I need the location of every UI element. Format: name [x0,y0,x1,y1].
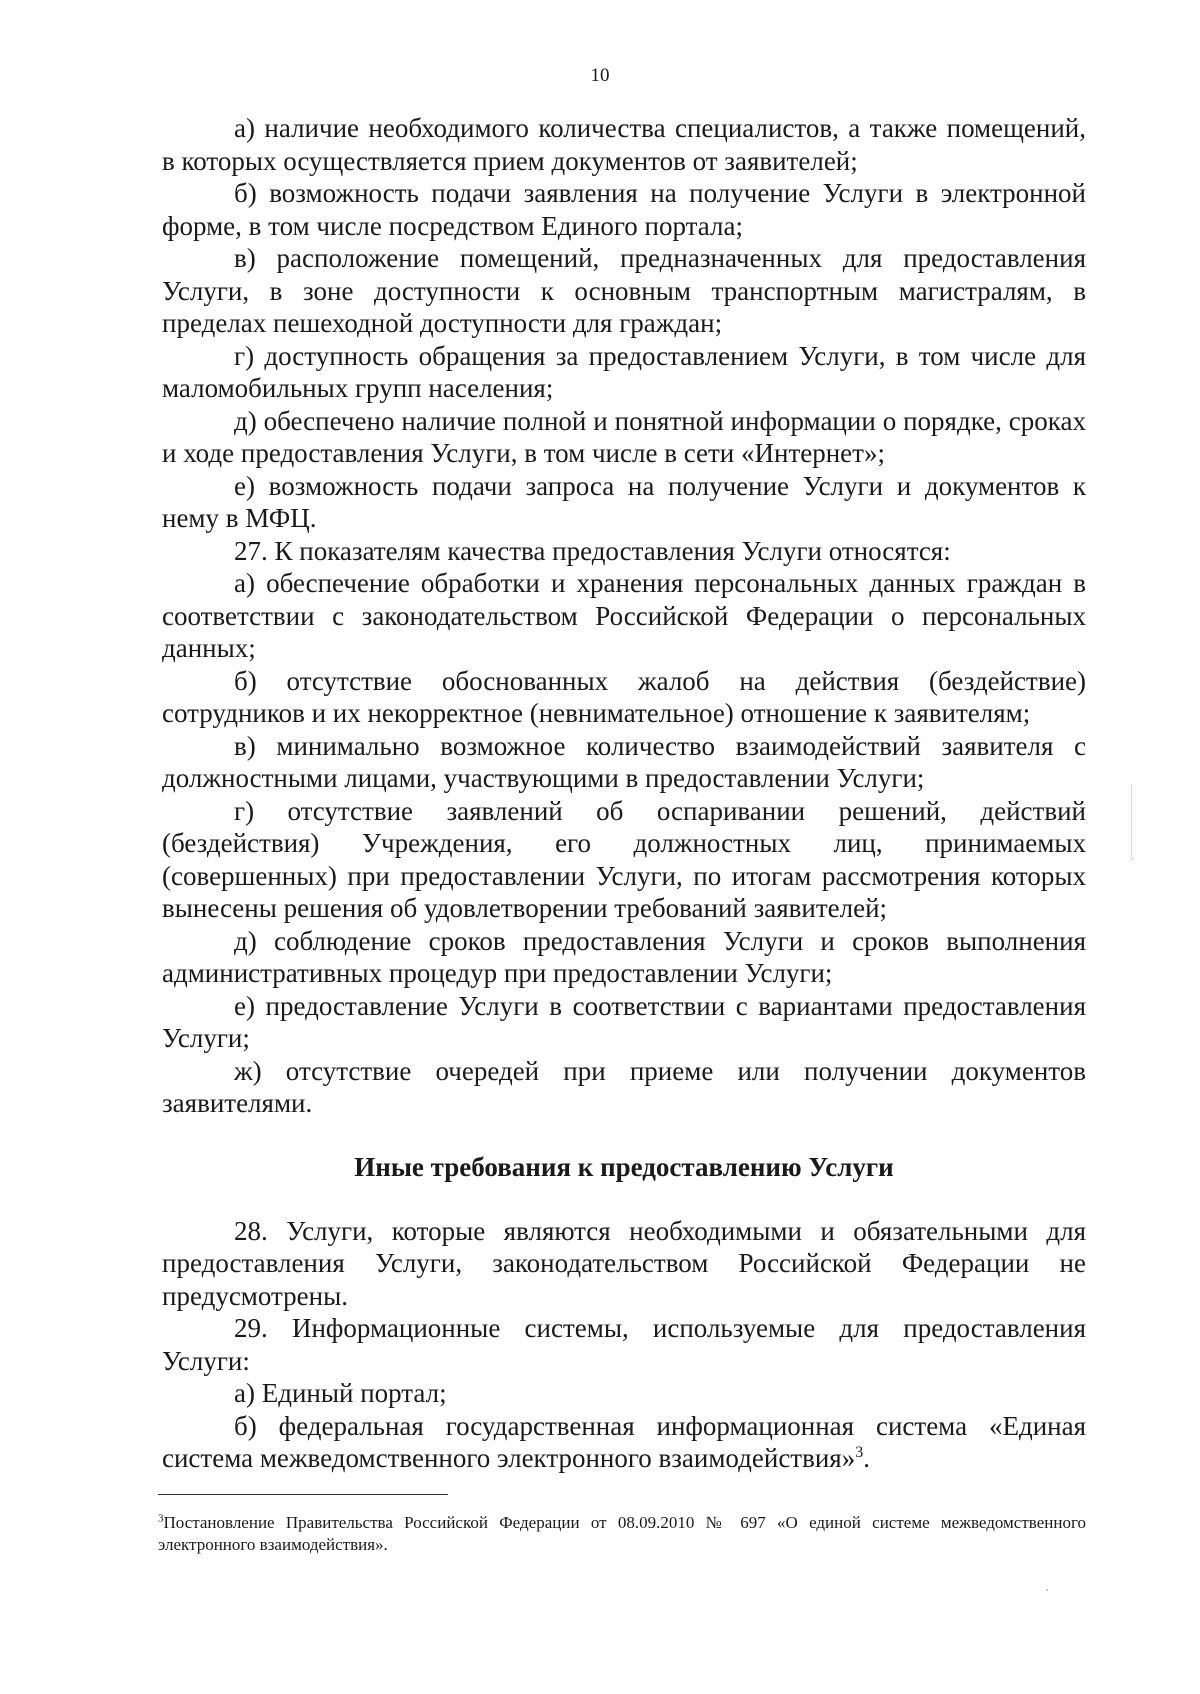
paragraph-26a: а) наличие необходимого количества специалистов, а также помещений, в которых осуществляется прием документов от заявителей; [162,113,1086,176]
paragraph-27zh: ж) отсутствие очередей при приеме или получении документов заявителями. [162,1055,1086,1118]
paragraph-29a: а) Единый портал; [234,1378,447,1408]
paragraph-29b [162,1410,1086,1475]
footnote-reference[interactable]: 3 [855,1444,864,1461]
paragraph-27a: а) обеспечение обработки и хранения персональных данных граждан в соответствии с законодательством Российской Федерации о персональных данных; [162,568,1086,663]
section-heading: Иные требования к предоставлению Услуги [354,1151,894,1182]
footnote-separator [158,1494,448,1495]
paragraph-29b-end: . [863,1443,870,1473]
paragraph-29b-text: б) федеральная государственная информационная система «Единая система межведомственного электронного взаимодействия» [162,1410,1086,1473]
paragraph-26v: в) расположение помещений, предназначенных для предоставления Услуги, в зоне доступности к основным транспортным магистралям, в пределах пешеходной доступности для граждан; [162,243,1086,338]
paragraph-28: 28. Услуги, которые являются необходимыми и обязательными для предоставления Услуги, законодательством Российской Федерации не предусмотрены. [162,1215,1086,1311]
footnote-marker: 3 [158,1512,164,1525]
paragraph-27: 27. К показателям качества предоставления Услуги относятся: [234,535,951,566]
scan-margin-mark [1131,785,1132,860]
paragraph-26e: е) возможность подачи запроса на получение Услуги и документов к нему в МФЦ. [162,470,1086,533]
paragraph-29: 29. Информационные системы, используемые для предоставления Услуги: [162,1313,1086,1376]
paragraph-27e: е) предоставление Услуги в соответствии с вариантами предоставления Услуги; [162,990,1086,1053]
paragraph-27g: г) отсутствие заявлений об оспаривании решений, действий (бездействия) Учреждения, его должностных лиц, принимаемых (совершенных) при предоставлении Услуги, по итогам рассмотрения которых вынесены решения об удовлетворении требований заявителей; [162,795,1086,923]
paragraph-26b: б) возможность подачи заявления на получение Услуги в электронной форме, в том числе посредством Единого портала; [162,178,1086,241]
scan-speck [1046,1589,1048,1591]
footnote-text: Постановление Правительства Российской Федерации от 08.09.2010 № 697 «О единой системе межведомственного электронного взаимодействия». [158,1513,1086,1554]
paragraph-27v: в) минимально возможное количество взаимодействий заявителя с должностными лицами, участвующими в предоставлении Услуги; [162,730,1086,793]
paragraph-27b: б) отсутствие обоснованных жалоб на действия (бездействие) сотрудников и их некорректное (невнимательное) отношение к заявителям; [162,665,1086,728]
footnote [158,1512,1086,1556]
paragraph-26d: д) обеспечено наличие полной и понятной информации о порядке, сроках и ходе предоставления Услуги, в том числе в сети «Интернет»; [162,405,1086,468]
paragraph-26g: г) доступность обращения за предоставлением Услуги, в том числе для маломобильных групп населения; [162,340,1086,403]
document-body [162,112,1086,1475]
page-number: 10 [590,65,610,86]
paragraph-27d: д) соблюдение сроков предоставления Услуги и сроков выполнения административных процедур при предоставлении Услуги; [162,925,1086,988]
